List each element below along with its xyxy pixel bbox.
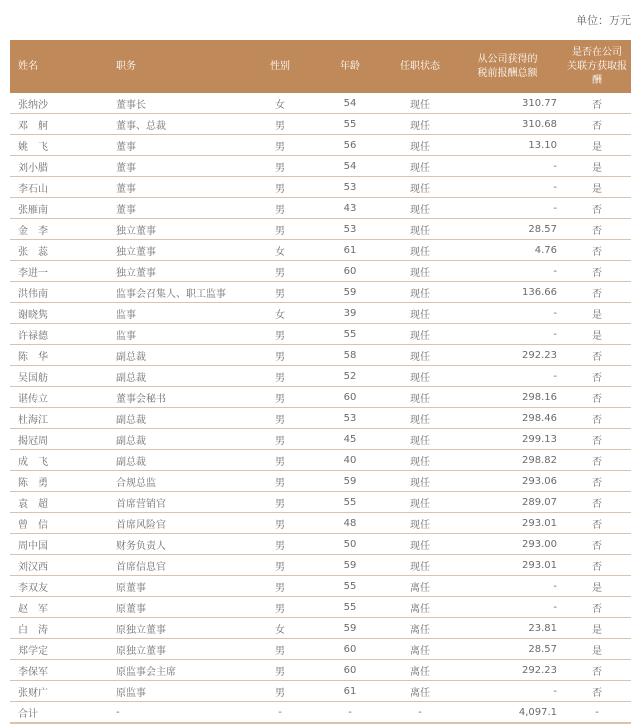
cell-gender: 男 [248,534,312,555]
cell-age: 54 [312,156,388,177]
cell-related-party: - [563,702,631,724]
cell-compensation: 4.76 [452,240,563,261]
table-row [10,114,631,135]
cell-gender: 男 [248,471,312,492]
cell-compensation: 292.23 [452,345,563,366]
cell-related-party: 否 [563,597,631,618]
cell-related-party: 是 [563,177,631,198]
cell-related-party: 否 [563,240,631,261]
cell-compensation: 13.10 [452,135,563,156]
cell-name: 金 李 [10,219,108,240]
cell-status: 现任 [388,240,452,261]
table-row [10,471,631,492]
cell-compensation: - [452,261,563,282]
cell-related-party: 否 [563,387,631,408]
table-row [10,219,631,240]
cell-position: 董事 [108,198,248,219]
cell-name: 白 涛 [10,618,108,639]
cell-compensation: - [452,324,563,345]
cell-position: 独立董事 [108,219,248,240]
total-row [10,702,631,724]
cell-age: 55 [312,114,388,135]
cell-status: 现任 [388,135,452,156]
table-row [10,240,631,261]
cell-name: 李石山 [10,177,108,198]
cell-age: 60 [312,660,388,681]
cell-status: 现任 [388,282,452,303]
table-row [10,345,631,366]
cell-name: 李保军 [10,660,108,681]
cell-compensation: - [452,303,563,324]
cell-gender: 男 [248,345,312,366]
cell-age: 45 [312,429,388,450]
cell-position: 副总裁 [108,345,248,366]
cell-position: 副总裁 [108,408,248,429]
cell-position: 原监事 [108,681,248,702]
table-row [10,366,631,387]
cell-compensation: - [452,198,563,219]
cell-gender: 男 [248,198,312,219]
cell-position: - [108,702,248,724]
cell-name: 李双友 [10,576,108,597]
cell-position: 首席风险官 [108,513,248,534]
cell-name: 张纳沙 [10,93,108,114]
table-row [10,261,631,282]
table-row [10,597,631,618]
cell-name: 成 飞 [10,450,108,471]
cell-status: 现任 [388,513,452,534]
cell-gender: 男 [248,156,312,177]
table-row [10,324,631,345]
cell-age: 56 [312,135,388,156]
cell-gender: 男 [248,555,312,576]
cell-name: 周中国 [10,534,108,555]
cell-age: 55 [312,576,388,597]
cell-age: 53 [312,177,388,198]
cell-compensation: 293.06 [452,471,563,492]
cell-gender: 女 [248,303,312,324]
cell-compensation: 298.82 [452,450,563,471]
cell-age: 60 [312,639,388,660]
cell-position: 监事 [108,303,248,324]
cell-compensation: 298.16 [452,387,563,408]
cell-name: 洪伟南 [10,282,108,303]
cell-status: 现任 [388,450,452,471]
cell-status: 现任 [388,471,452,492]
cell-status: 现任 [388,345,452,366]
cell-position: 独立董事 [108,261,248,282]
cell-name: 陈 华 [10,345,108,366]
cell-position: 董事、总裁 [108,114,248,135]
cell-compensation: 23.81 [452,618,563,639]
cell-compensation: 293.00 [452,534,563,555]
cell-name: 刘汉西 [10,555,108,576]
cell-gender: 男 [248,114,312,135]
cell-position: 监事会召集人、职工监事 [108,282,248,303]
cell-position: 合规总监 [108,471,248,492]
cell-related-party: 否 [563,681,631,702]
cell-age: 59 [312,282,388,303]
cell-gender: - [248,702,312,724]
table-row [10,450,631,471]
cell-related-party: 是 [563,303,631,324]
cell-gender: 男 [248,597,312,618]
table-header-row [10,40,631,93]
cell-name: 李进一 [10,261,108,282]
cell-status: 现任 [388,261,452,282]
cell-name: 邓 舸 [10,114,108,135]
cell-compensation: 292.23 [452,660,563,681]
cell-position: 原董事 [108,597,248,618]
cell-status: 离任 [388,576,452,597]
cell-gender: 男 [248,387,312,408]
cell-position: 董事 [108,156,248,177]
cell-name: 杜海江 [10,408,108,429]
cell-status: 离任 [388,618,452,639]
cell-age: 48 [312,513,388,534]
cell-position: 董事长 [108,93,248,114]
cell-related-party: 是 [563,576,631,597]
cell-status: 现任 [388,366,452,387]
cell-name: 张 蕊 [10,240,108,261]
cell-name: 曾 信 [10,513,108,534]
cell-related-party: 否 [563,198,631,219]
cell-position: 财务负责人 [108,534,248,555]
column-header-position: 职务 [108,40,248,93]
cell-related-party: 是 [563,135,631,156]
cell-gender: 男 [248,492,312,513]
cell-position: 原董事 [108,576,248,597]
cell-compensation: - [452,366,563,387]
cell-age: 61 [312,681,388,702]
cell-related-party: 是 [563,618,631,639]
cell-gender: 男 [248,513,312,534]
column-header-gender: 性别 [248,40,312,93]
table-row [10,282,631,303]
cell-gender: 男 [248,261,312,282]
cell-related-party: 是 [563,324,631,345]
cell-age: 60 [312,261,388,282]
cell-related-party: 否 [563,408,631,429]
table-row [10,93,631,114]
cell-status: 现任 [388,156,452,177]
cell-status: 现任 [388,324,452,345]
cell-compensation: 28.57 [452,219,563,240]
cell-name: 姚 飞 [10,135,108,156]
cell-status: 离任 [388,597,452,618]
cell-name: 谌传立 [10,387,108,408]
table-row [10,681,631,702]
column-header-compensation: 从公司获得的 税前报酬总额 [452,40,563,93]
column-header-name: 姓名 [10,40,108,93]
cell-related-party: 否 [563,450,631,471]
cell-status: 现任 [388,177,452,198]
cell-age: 59 [312,471,388,492]
cell-compensation: 299.13 [452,429,563,450]
cell-age: 55 [312,324,388,345]
table-row [10,135,631,156]
cell-age: 59 [312,618,388,639]
cell-position: 首席信息官 [108,555,248,576]
cell-status: 现任 [388,408,452,429]
cell-age: 52 [312,366,388,387]
cell-status: 现任 [388,198,452,219]
cell-gender: 男 [248,135,312,156]
cell-age: 39 [312,303,388,324]
cell-position: 董事会秘书 [108,387,248,408]
cell-name: 刘小腊 [10,156,108,177]
cell-status: 现任 [388,429,452,450]
cell-position: 独立董事 [108,240,248,261]
table-row [10,618,631,639]
cell-name: 许禄德 [10,324,108,345]
cell-compensation: 310.68 [452,114,563,135]
cell-status: 现任 [388,219,452,240]
cell-related-party: 否 [563,429,631,450]
cell-status: - [388,702,452,724]
cell-related-party: 否 [563,471,631,492]
cell-name: 张财广 [10,681,108,702]
cell-compensation: - [452,156,563,177]
cell-compensation: 4,097.1 [452,702,563,724]
cell-gender: 男 [248,324,312,345]
cell-gender: 女 [248,240,312,261]
table-row [10,660,631,681]
cell-age: 58 [312,345,388,366]
table-row [10,576,631,597]
cell-compensation: 293.01 [452,513,563,534]
cell-position: 董事 [108,177,248,198]
cell-name: 合计 [10,702,108,724]
cell-status: 离任 [388,660,452,681]
cell-related-party: 否 [563,93,631,114]
table-row [10,177,631,198]
cell-compensation: 298.46 [452,408,563,429]
cell-related-party: 否 [563,492,631,513]
cell-status: 现任 [388,387,452,408]
cell-compensation: 289.07 [452,492,563,513]
cell-compensation: - [452,597,563,618]
cell-compensation: 136.66 [452,282,563,303]
cell-position: 副总裁 [108,450,248,471]
cell-gender: 男 [248,681,312,702]
cell-age: 43 [312,198,388,219]
cell-gender: 女 [248,618,312,639]
table-row [10,639,631,660]
cell-status: 现任 [388,114,452,135]
cell-related-party: 是 [563,639,631,660]
cell-name: 赵 军 [10,597,108,618]
cell-position: 副总裁 [108,366,248,387]
cell-position: 副总裁 [108,429,248,450]
cell-gender: 男 [248,660,312,681]
cell-related-party: 否 [563,114,631,135]
cell-status: 现任 [388,534,452,555]
cell-related-party: 是 [563,156,631,177]
table-row [10,534,631,555]
cell-compensation: 293.01 [452,555,563,576]
cell-compensation: - [452,177,563,198]
cell-age: 53 [312,408,388,429]
cell-name: 郑学定 [10,639,108,660]
cell-gender: 男 [248,408,312,429]
table-row [10,429,631,450]
cell-related-party: 否 [563,282,631,303]
cell-related-party: 否 [563,366,631,387]
column-header-age: 年龄 [312,40,388,93]
cell-status: 现任 [388,303,452,324]
cell-position: 董事 [108,135,248,156]
cell-related-party: 否 [563,534,631,555]
cell-status: 现任 [388,492,452,513]
cell-status: 离任 [388,639,452,660]
cell-compensation: - [452,681,563,702]
cell-position: 原独立董事 [108,639,248,660]
cell-gender: 男 [248,366,312,387]
compensation-table [10,40,631,724]
column-header-status: 任职状态 [388,40,452,93]
cell-age: 40 [312,450,388,471]
cell-compensation: 28.57 [452,639,563,660]
cell-gender: 男 [248,450,312,471]
cell-age: - [312,702,388,724]
cell-age: 54 [312,93,388,114]
unit-label: 单位：万元 [576,14,631,27]
cell-gender: 女 [248,93,312,114]
cell-position: 原监事会主席 [108,660,248,681]
cell-age: 53 [312,219,388,240]
cell-name: 揭冠周 [10,429,108,450]
cell-gender: 男 [248,219,312,240]
cell-gender: 男 [248,282,312,303]
cell-age: 61 [312,240,388,261]
cell-related-party: 否 [563,660,631,681]
table-row [10,198,631,219]
cell-compensation: - [452,576,563,597]
cell-position: 首席营销官 [108,492,248,513]
cell-name: 袁 超 [10,492,108,513]
column-header-related-party: 是否在公司 关联方获取报酬 [563,40,631,93]
cell-name: 吴国舫 [10,366,108,387]
cell-gender: 男 [248,429,312,450]
cell-position: 原独立董事 [108,618,248,639]
cell-age: 60 [312,387,388,408]
cell-gender: 男 [248,576,312,597]
cell-gender: 男 [248,177,312,198]
cell-age: 50 [312,534,388,555]
cell-related-party: 否 [563,555,631,576]
table-row [10,513,631,534]
table-row [10,408,631,429]
cell-related-party: 否 [563,345,631,366]
cell-position: 监事 [108,324,248,345]
cell-status: 离任 [388,681,452,702]
cell-name: 谢晓隽 [10,303,108,324]
cell-age: 55 [312,597,388,618]
cell-name: 陈 勇 [10,471,108,492]
table-row [10,303,631,324]
table-row [10,492,631,513]
cell-related-party: 否 [563,219,631,240]
table-row [10,387,631,408]
cell-related-party: 否 [563,513,631,534]
cell-status: 现任 [388,93,452,114]
cell-age: 55 [312,492,388,513]
cell-age: 59 [312,555,388,576]
table-row [10,555,631,576]
cell-status: 现任 [388,555,452,576]
table-row [10,156,631,177]
cell-related-party: 否 [563,261,631,282]
cell-name: 张雁南 [10,198,108,219]
cell-gender: 男 [248,639,312,660]
cell-compensation: 310.77 [452,93,563,114]
